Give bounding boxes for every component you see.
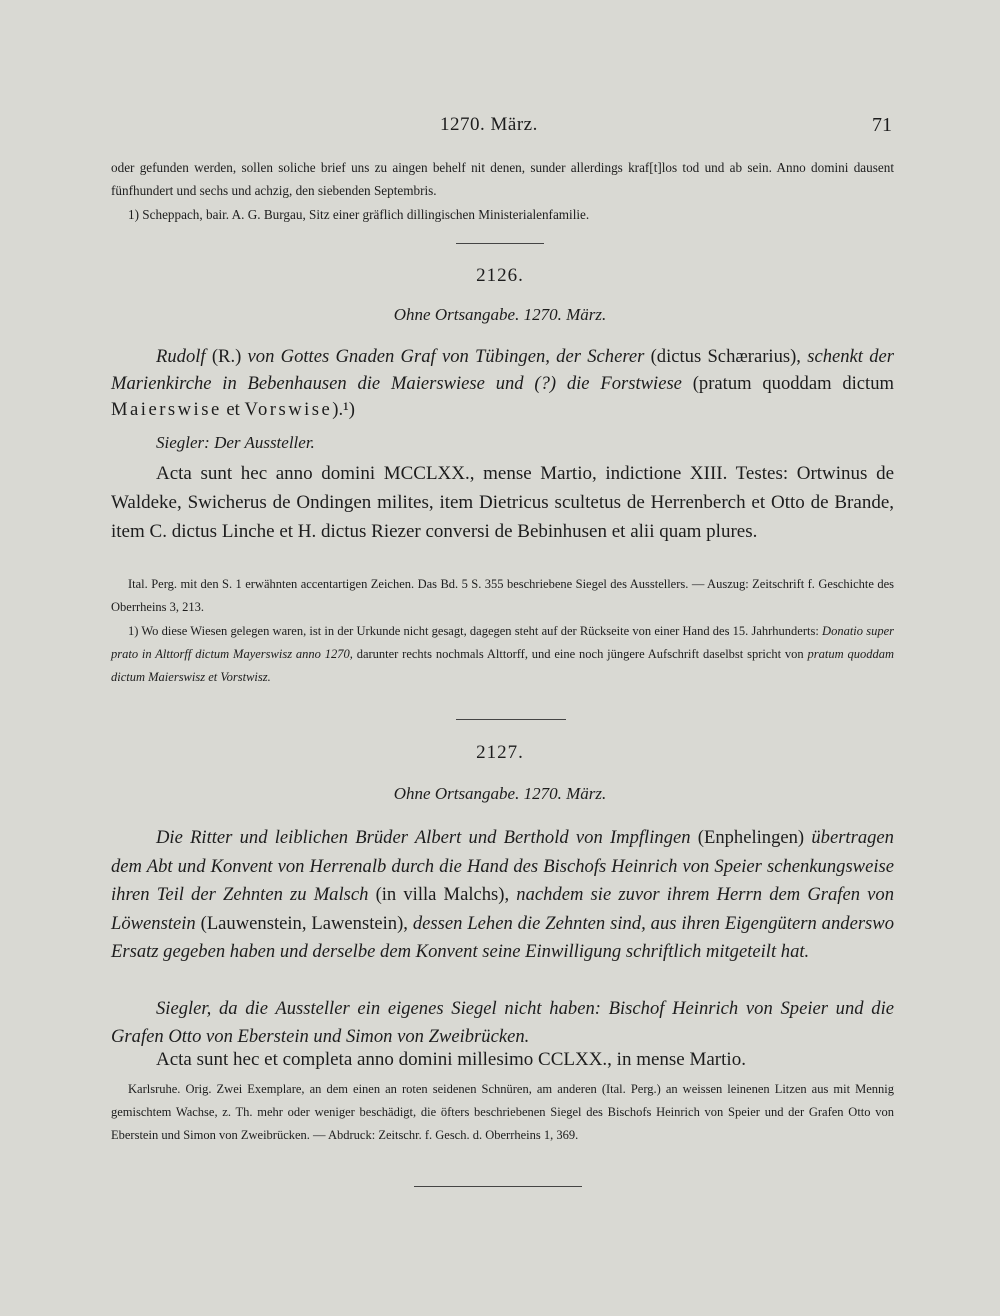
regest-italic: von Gottes Gnaden Graf von Tübingen, der Scherer [247,346,645,367]
regest-italic: Die Ritter und leiblichen Brüder Albert und Berthold von Impflingen [156,827,691,848]
regest-plain: (in villa Malchs), [368,884,517,905]
charter-text-2127: Acta sunt hec et completa anno domini millesimo CCLXX., in mense Martio. [156,1049,746,1070]
running-header-date: 1270. März. [440,114,538,135]
page-number: 71 [872,114,892,136]
continuation-text: oder gefunden werden, sollen soliche brief uns zu aingen behelf nit denen, sunder allerdings kraf[t]los tod und ab sein. Anno domini dausent fünfhundert und sechs und achzig, den siebenden Septembris. [111,160,894,198]
regest-spaced-name: Vorswise [244,399,333,420]
footnote-italic: pratum quoddam dictum Maierswisz et Vorstwisz. [111,647,894,684]
closing-rule [414,1186,582,1187]
regest-italic: schenkt der Marienkirche in Bebenhausen die Maierswiese und (?) die Forstwiese [111,346,894,394]
footnote-plain: darunter rechts nochmals Alttorff, und eine noch jüngere Aufschrift daselbst spricht von [352,647,808,661]
regest-italic: dessen Lehen die Zehnten sind, aus ihren Eigengütern anderswo Ersatz gegeben haben und derselbe dem Konvent seine Einwilligung schriftlich mitgeteilt hat. [111,912,894,962]
footnote-2126 [111,620,894,689]
siegler-2126: Siegler: Der Aussteller. [156,433,315,452]
entry-number-2127: 2127. [476,742,524,763]
archive-note-2126: Ital. Perg. mit den S. 1 erwähnten accentartigen Zeichen. Das Bd. 5 S. 355 beschriebene Siegel des Ausstellers. — Auszug: Zeitschrift f. Geschichte des Oberrheins 3, 213. [111,577,894,614]
footnote-italic: Donatio super prato in Alttorff dictum Mayerswisz anno 1270, [111,624,894,661]
regest-italic: Rudolf [156,346,206,367]
archive-note-2127: Karlsruhe. Orig. Zwei Exemplare, an dem einen an roten seidenen Schnüren, am anderen (Ital. Perg.) an weissen leinenen Litzen aus mit Mennig gemischtem Wachse, z. Th. mehr oder weniger beschädigt, die öfters beschriebenen Siegel des Bischofs Heinrich von Speier und der Grafen Otto von Eberstein und Simon von Zweibrücken. — Abdruck: Zeitschr. f. Gesch. d. Oberrheins 1, 369. [111,1082,894,1142]
separator-rule [456,719,566,720]
regest-plain: (pratum quoddam dictum [681,372,894,394]
charter-text-2126: Acta sunt hec anno domini MCCLXX., mense Martio, indictione XIII. Testes: Ortwinus de Waldeke, Swicherus de Ondingen milites, item Dietricus scultetus de Herrenberch et Otto de Brande, item C. dictus Linche et H. dictus Riezer conversi de Bebinhusen et alii quam plures. [111,463,894,542]
regest-plain: et [221,399,245,420]
regest-plain: (R.) [205,346,248,367]
siegler-2127: Siegler, da die Aussteller ein eigenes Siegel nicht haben: Bischof Heinrich von Speier und die Grafen Otto von Eberstein und Simon von Zweibrücken. [111,998,894,1047]
regest-plain: (dictus Schærarius), [644,346,808,367]
entry-place-date-2126: Ohne Ortsangabe. 1270. März. [393,305,607,324]
regest-2127 [111,824,894,967]
regest-2126 [111,344,894,424]
regest-plain: ).¹) [332,399,355,420]
entry-place-date-2127: Ohne Ortsangabe. 1270. März. [393,784,607,803]
top-footnote: 1) Scheppach, bair. A. G. Burgau, Sitz einer gräflich dillingischen Ministerialenfamilie. [128,207,590,222]
footnote-plain: 1) Wo diese Wiesen gelegen waren, ist in der Urkunde nicht gesagt, dagegen steht auf der Rückseite von einer Hand des 15. Jahrhunderts: [128,624,823,638]
entry-number-2126: 2126. [476,265,524,286]
regest-spaced-name: Maierswise [111,399,222,420]
regest-plain: (Enphelingen) [690,827,812,848]
regest-italic: nachdem sie zuvor ihrem Herrn dem Grafen von Löwenstein [111,884,894,934]
separator-rule [456,243,544,244]
regest-plain: (Lauwenstein, Lawenstein), [195,912,413,934]
regest-italic: übertragen dem Abt und Konvent von Herrenalb durch die Hand des Bischofs Heinrich von Speier schenkungsweise ihren Teil der Zehnten zu Malsch [111,827,894,905]
